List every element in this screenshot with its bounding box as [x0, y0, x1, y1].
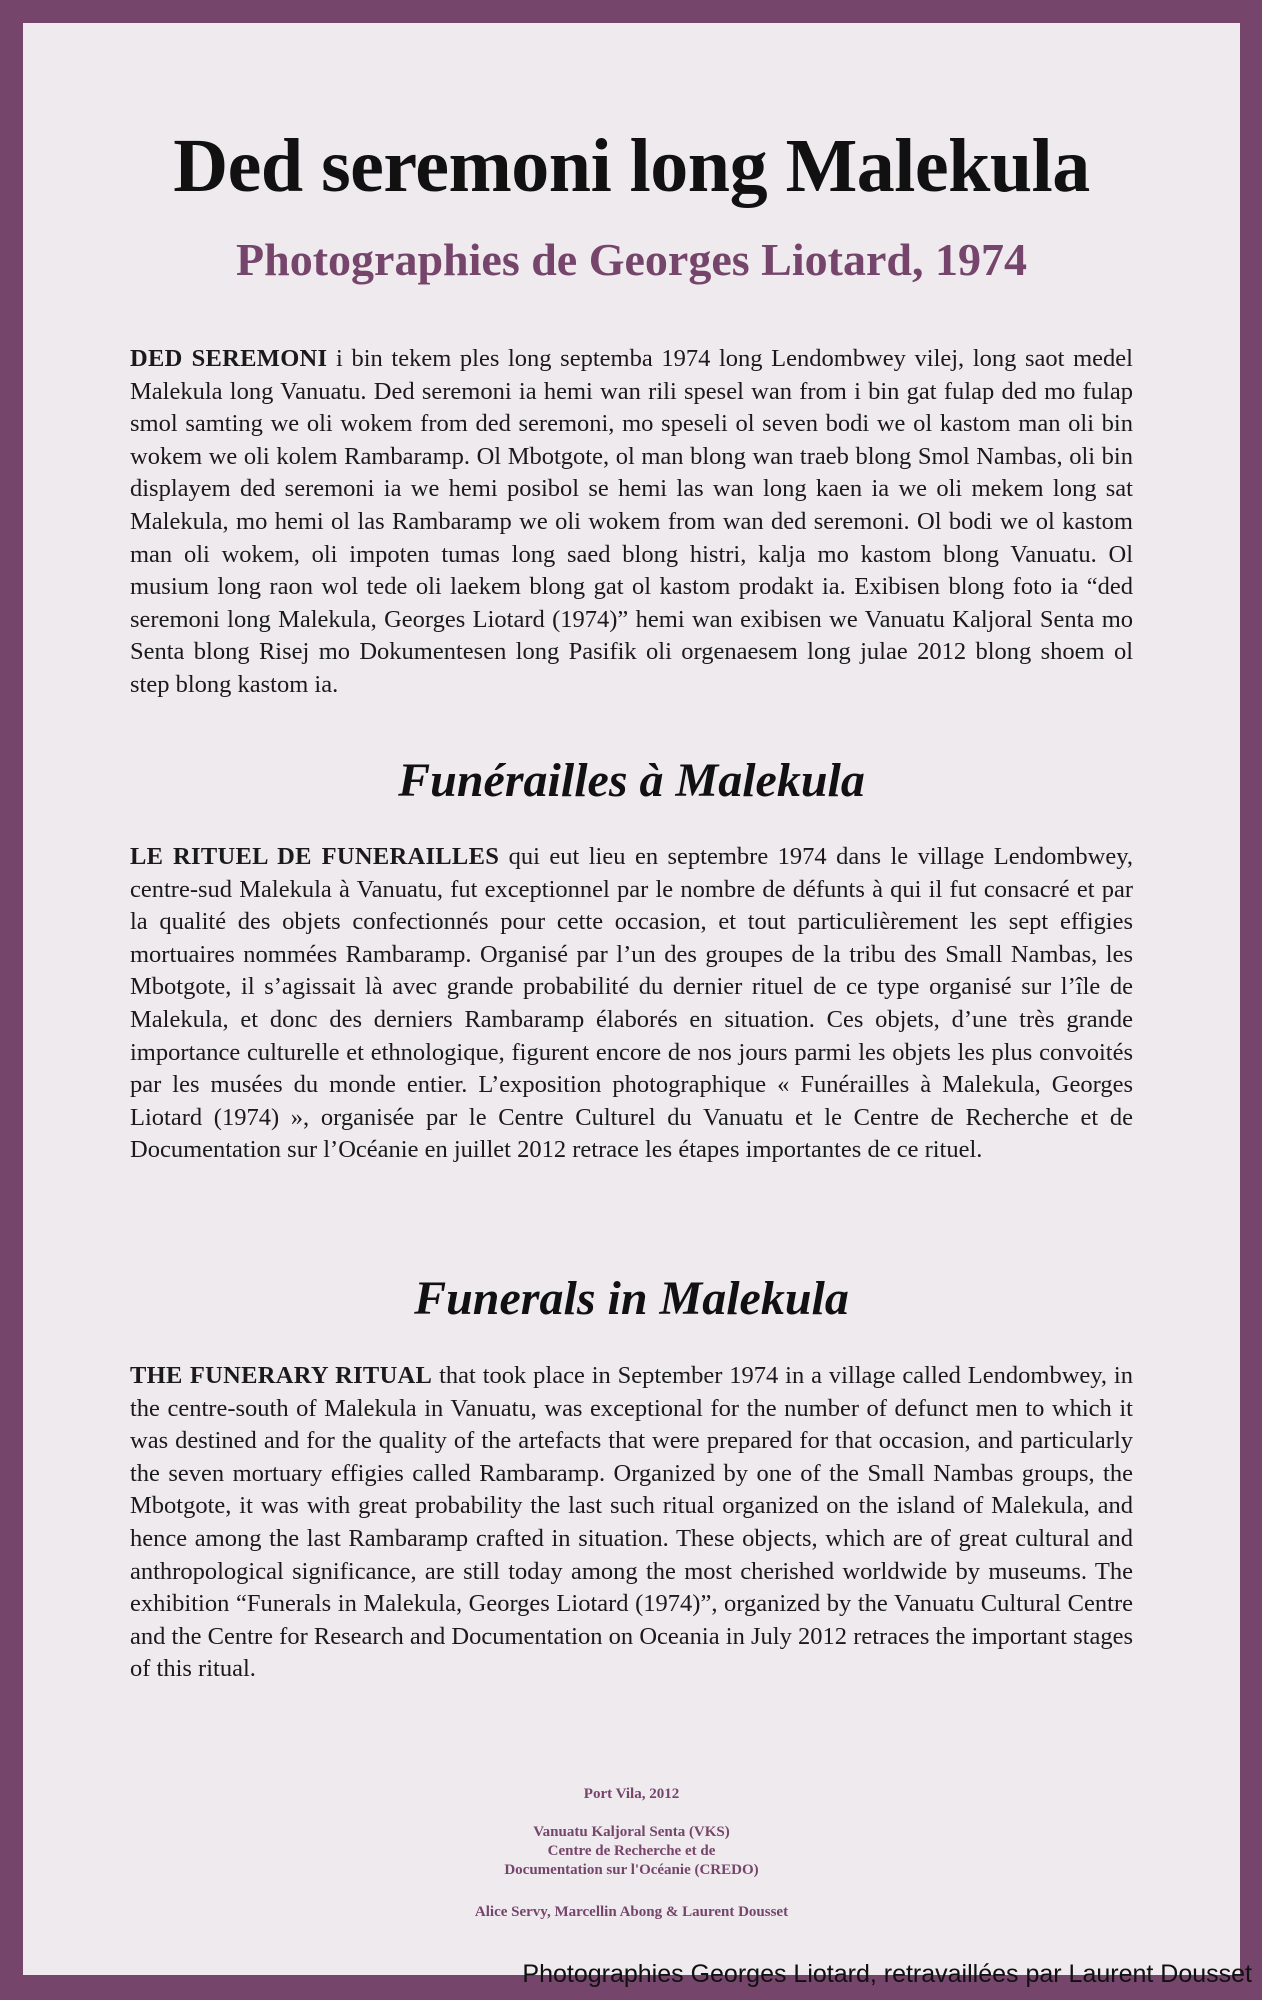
french-paragraph: [130, 841, 1133, 1167]
poster-title: Ded seremoni long Malekula: [173, 124, 1090, 208]
english-paragraph: [130, 1360, 1133, 1686]
credits-org-line1: Vanuatu Kaljoral Senta (VKS): [533, 1824, 730, 1840]
bislama-paragraph: [130, 343, 1133, 702]
credits-place-date: Port Vila, 2012: [583, 1786, 680, 1802]
french-lead: LE RITUEL DE FUNERAILLES: [130, 843, 500, 870]
english-lead: THE FUNERARY RITUAL: [130, 1362, 433, 1389]
poster-panel: [23, 23, 1240, 1975]
bislama-text: i bin tekem ples long septemba 1974 long Lendombwey vilej, long saot medel Malekula long Vanuatu. Ded seremoni ia hemi wan rili spesel wan from i bin gat fulap ded mo fulap smol samting we oli wokem from ded seremoni, mo speseli ol seven bodi we ol kastom man oli bin wokem we oli kolem Rambaramp. Ol Mbotgote, ol man blong wan traeb blong Smol Nambas, oli bin displayem ded seremoni ia we hemi posibol se hemi las wan long kaen ia we oli mekem long sat Malekula, mo hemi ol las Rambaramp we oli wokem from wan ded seremoni. Ol bodi we ol kastom man oli wokem, oli impoten tumas long saed blong histri, kalja mo kastom blong Vanuatu. Ol musium long raon wol tede oli laekem blong gat ol kastom prodakt ia. Exibisen blong foto ia “ded seremoni long Malekula, Georges Liotard (1974)” hemi wan exibisen we Vanuatu Kaljoral Senta mo Senta blong Risej mo Dokumentesen long Pasifik oli orgenaesem long julae 2012 blong shoem ol step blong kastom ia.: [130, 345, 1133, 698]
credits-organizations: [23, 1823, 1240, 1880]
photo-credit-caption: Photographies Georges Liotard, retravaillées par Laurent Dousset: [522, 1960, 1252, 1988]
english-text: that took place in September 1974 in a village called Lendombwey, in the centre-south of Malekula in Vanuatu, was exceptional for the number of defunct men to which it was destined and for the quality of the artefacts that were prepared for that occasion, and particularly the seven mortuary effigies called Rambaramp. Organized by one of the Small Nambas groups, the Mbotgote, it was with great probability the last such ritual organized on the island of Malekula, and hence among the last Rambaramp crafted in situation. These objects, which are of great cultural and anthropological significance, are still today among the most cherished worldwide by museums. The exhibition “Funerals in Malekula, Georges Liotard (1974)”, organized by the Vanuatu Cultural Centre and the Centre for Research and Documentation on Oceania in July 2012 retraces the important stages of this ritual.: [130, 1362, 1133, 1683]
poster-subtitle: Photographies de Georges Liotard, 1974: [236, 234, 1027, 285]
english-heading: Funerals in Malekula: [414, 1272, 849, 1325]
credits-authors: Alice Servy, Marcellin Abong & Laurent Dousset: [474, 1904, 789, 1920]
credits-org-line3: Documentation sur l'Océanie (CREDO): [504, 1862, 759, 1878]
credits-org-line2: Centre de Recherche et de: [547, 1843, 716, 1859]
bislama-lead: DED SEREMONI: [130, 345, 328, 372]
french-heading: Funérailles à Malekula: [398, 754, 865, 807]
french-text: qui eut lieu en septembre 1974 dans le village Lendombwey, centre-sud Malekula à Vanuatu, fut exceptionnel par le nombre de défunts à qui il fut consacré et par la qualité des objets confectionnés pour cette occasion, et tout particulièrement les sept effigies mortuaires nommées Rambaramp. Organisé par l’un des groupes de la tribu des Small Nambas, les Mbotgote, il s’agissait là avec grande probabilité du dernier rituel de ce type organisé sur l’île de Malekula, et donc des derniers Rambaramp élaborés en situation. Ces objets, d’une très grande importance culturelle et ethnologique, figurent encore de nos jours parmi les objets les plus convoités par les musées du monde entier. L’exposition photographique « Funérailles à Malekula, Georges Liotard (1974) », organisée par le Centre Culturel du Vanuatu et le Centre de Recherche et de Documentation sur l’Océanie en juillet 2012 retrace les étapes importantes de ce rituel.: [130, 843, 1133, 1164]
